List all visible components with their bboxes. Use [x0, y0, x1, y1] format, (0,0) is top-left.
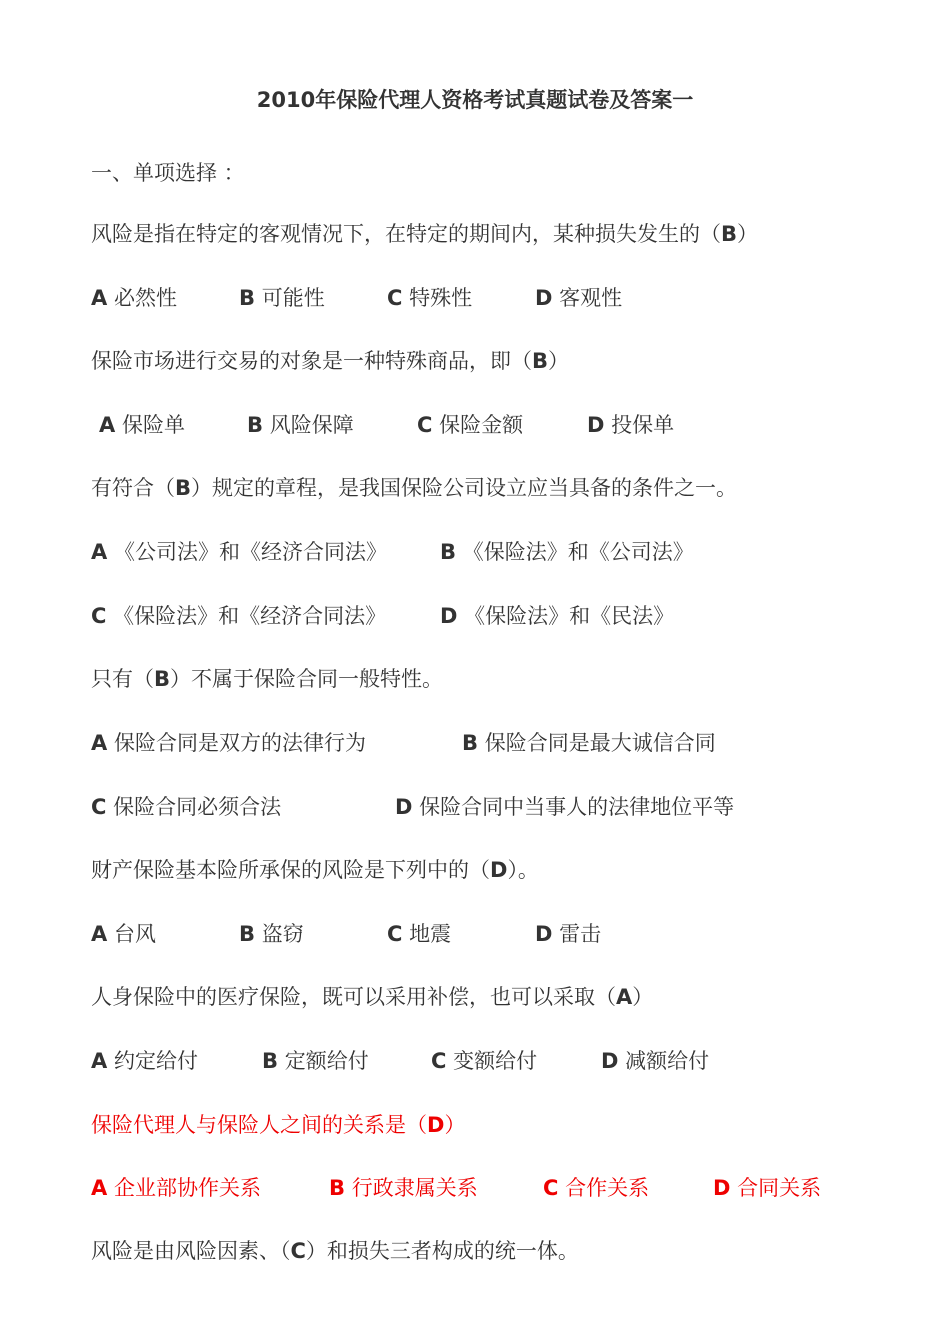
option-4d: D 保险合同中当事人的法律地位平等	[395, 795, 735, 819]
question-4: 只有（B）不属于保险合同一般特性。	[91, 667, 444, 691]
option-3d: D 《保险法》和《民法》	[440, 604, 675, 628]
option-7d: D 合同关系	[713, 1176, 822, 1200]
question-8: 风险是由风险因素、（C）和损失三者构成的统一体。	[91, 1239, 579, 1263]
document-title: 2010年保险代理人资格考试真题试卷及答案一	[256, 88, 694, 112]
option-7c: C 合作关系	[543, 1176, 650, 1200]
option-1c: C 特殊性	[387, 286, 473, 310]
option-1d: D 客观性	[535, 286, 623, 310]
answer-7: D	[427, 1113, 445, 1137]
question-1: 风险是指在特定的客观情况下，在特定的期间内，某种损失发生的（B）	[91, 222, 759, 246]
option-3c: C 《保险法》和《经济合同法》	[91, 604, 387, 628]
question-6: 人身保险中的医疗保险，既可以采用补偿，也可以采取（A）	[91, 985, 654, 1009]
option-5a: A 台风	[91, 922, 156, 946]
option-4b: B 保险合同是最大诚信合同	[462, 731, 716, 755]
option-2a: A 保险单	[99, 413, 185, 437]
option-5d: D 雷击	[535, 922, 602, 946]
question-2: 保险市场进行交易的对象是一种特殊商品，即（B）	[91, 349, 570, 373]
question-3: 有符合（B）规定的章程，是我国保险公司设立应当具备的条件之一。	[91, 476, 738, 500]
answer-8: C	[290, 1239, 306, 1263]
option-6d: D 减额给付	[601, 1049, 710, 1073]
section-heading: 一、单项选择 ：	[91, 161, 245, 185]
answer-3: B	[175, 476, 192, 500]
answer-4: B	[154, 667, 171, 691]
option-6a: A 约定给付	[91, 1049, 198, 1073]
option-2c: C 保险金额	[417, 413, 524, 437]
option-7b: B 行政隶属关系	[329, 1176, 478, 1200]
option-1b: B 可能性	[239, 286, 325, 310]
option-3a: A 《公司法》和《经济合同法》	[91, 540, 387, 564]
answer-5: D	[490, 858, 508, 882]
answer-6: A	[616, 985, 633, 1009]
option-5c: C 地震	[387, 922, 452, 946]
option-5b: B 盗窃	[239, 922, 304, 946]
option-7a: A 企业部协作关系	[91, 1176, 261, 1200]
option-6c: C 变额给付	[431, 1049, 538, 1073]
question-7-highlighted: 保险代理人与保险人之间的关系是（D）	[91, 1113, 466, 1137]
option-2b: B 风险保障	[247, 413, 354, 437]
question-5: 财产保险基本险所承保的风险是下列中的（D）。	[91, 858, 539, 882]
option-3b: B 《保险法》和《公司法》	[440, 540, 694, 564]
option-4a: A 保险合同是双方的法律行为	[91, 731, 366, 755]
option-4c: C 保险合同必须合法	[91, 795, 282, 819]
option-6b: B 定额给付	[262, 1049, 369, 1073]
answer-2: B	[532, 349, 549, 373]
answer-1: B	[721, 222, 738, 246]
option-2d: D 投保单	[587, 413, 675, 437]
option-1a: A 必然性	[91, 286, 177, 310]
